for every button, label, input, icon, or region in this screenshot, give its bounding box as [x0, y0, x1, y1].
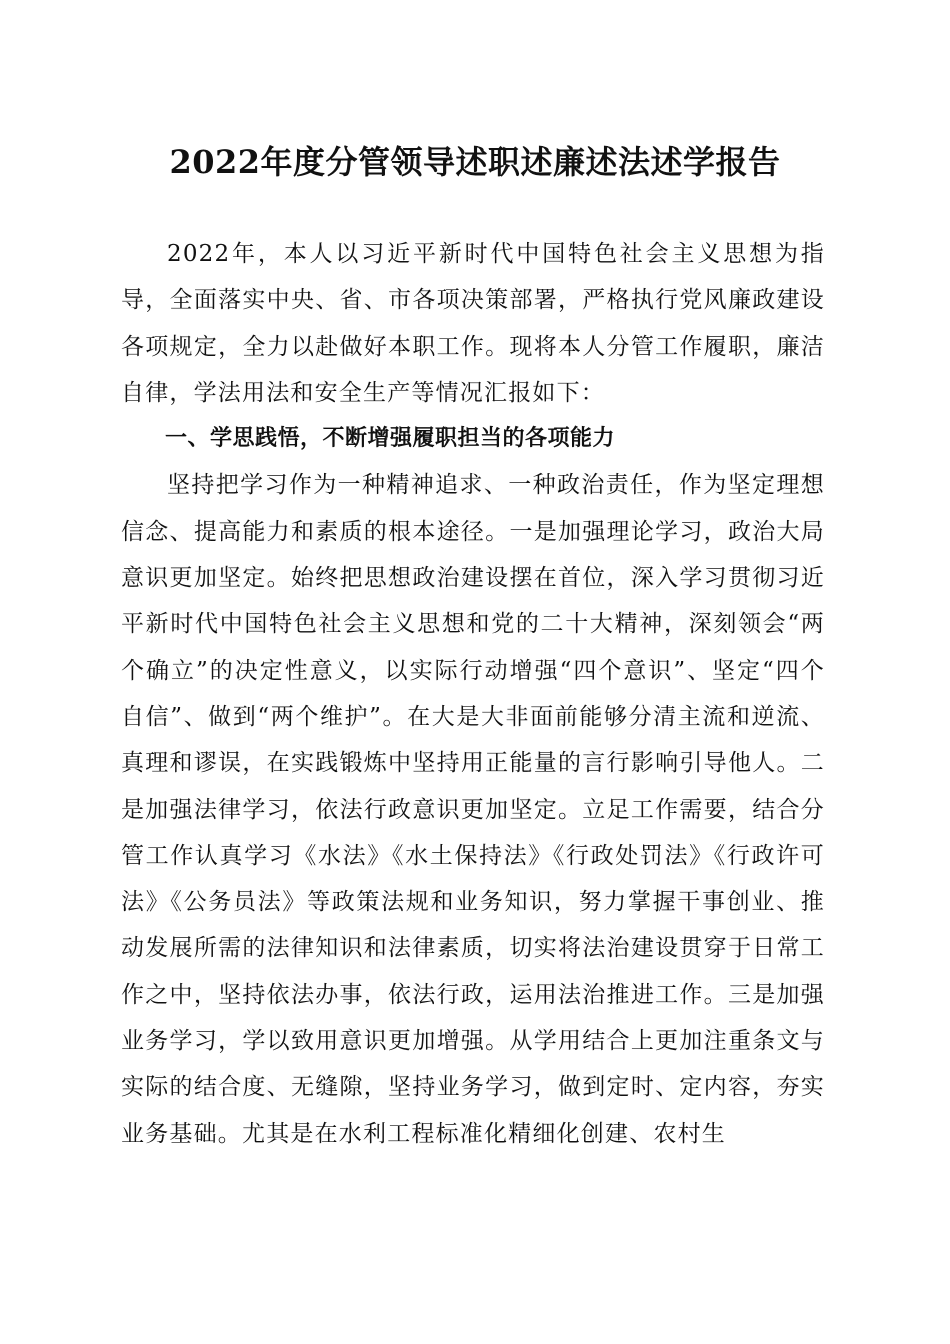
section-paragraph: 坚持把学习作为一种精神追求、一种政治责任，作为坚定理想信念、提高能力和素质的根本途径。一是加强理论学习，政治大局意识更加坚定。始终把思想政治建设摆在首位，深入学习贯彻习近平新时代中国特色社会主义思想和党的二十大精神，深刻领会“两个确立”的决定性意义，以实际行动增强“四个意识”、坚定“四个自信”、做到“两个维护”。在大是大非面前能够分清主流和逆流、真理和谬误，在实践锻炼中坚持用正能量的言行影响引导他人。二是加强法律学习，依法行政意识更加坚定。立足工作需要，结合分管工作认真学习《水法》《水土保持法》《行政处罚法》《行政许可法》《公务员法》等政策法规和业务知识，努力掌握干事创业、推动发展所需的法律知识和法律素质，切实将法治建设贯穿于日常工作之中，坚持依法办事，依法行政，运用法治推进工作。三是加强业务学习，学以致用意识更加增强。从学用结合上更加注重条文与实际的结合度、无缝隙，坚持业务学习，做到定时、定内容，夯实业务基础。尤其是在水利工程标准化精细化创建、农村生: [121, 472, 825, 1147]
intro-paragraph: 2022年，本人以习近平新时代中国特色社会主义思想为指导，全面落实中央、省、市各项决策部署，严格执行党风廉政建设各项规定，全力以赴做好本职工作。现将本人分管工作履职，廉洁自律，学法用法和安全生产等情况汇报如下：: [121, 241, 825, 406]
document-body: [121, 231, 825, 1157]
section-heading: 一、学思践悟，不断增强履职担当的各项能力: [165, 426, 616, 452]
document-title: 2022年度分管领导述职述廉述法述学报告: [169, 143, 781, 181]
